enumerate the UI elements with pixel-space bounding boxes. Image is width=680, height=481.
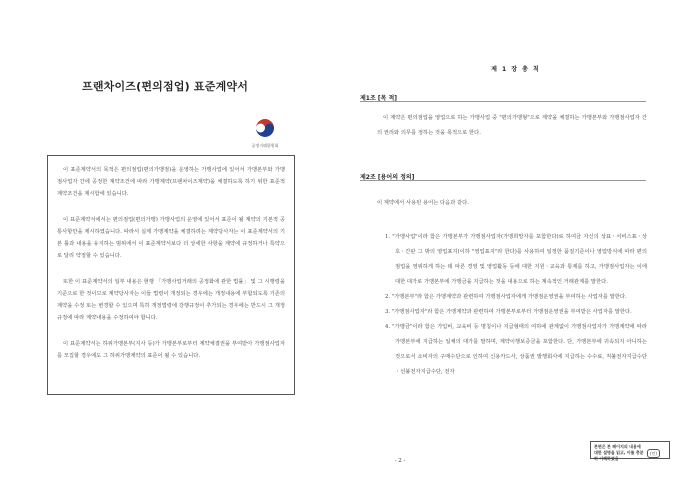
ftc-label: 공정거래위원회 — [251, 143, 279, 148]
article-1-title: 제1조 [목 적] — [360, 95, 398, 102]
contract-title: 프랜차이즈(편의점업) 표준계약서 — [82, 80, 249, 93]
ftc-emblem-icon — [253, 116, 277, 140]
acknowledgement-box — [590, 441, 670, 459]
definition-text: "가맹금"이라 함은 가입비, 교육비 등 명칭이나 지급형태의 여하에 관계없이 가맹점사업자가 가맹계약에 따라 가맹본부에 지급하는 일체의 대가를 말하며, 계약이행보증금을 포함한다. 단, 가맹본부에 귀속되지 아니하는 것으로서 소비자의 구매수단으로 인하여 신용카드사, 상품권 발행회사에 지급하는 수수료, 직불전자지급수단ㆍ선불전자지급수단, 전자 — [392, 324, 647, 375]
intro-notice-box — [47, 155, 295, 395]
definition-number: 3. — [385, 309, 391, 315]
article-1-body: 이 계약은 편의점업을 영업으로 하는 가맹사업 중 "편의가맹형"으로 계약을 체결하는 가맹본부와 가맹점사업자 간의 권리와 의무를 정하는 것을 목적으로 한다. — [377, 115, 647, 136]
intro-paragraph: 또한 이 표준계약서의 일부 내용은 현행 「가맹사업거래의 공정화에 관한 법률」 및 그 시행령을 기준으로 한 것이므로 계약당사자는 이들 법령이 개정되는 경우에는 개정내용에 부합되도록 기존의 계약을 수정 또는 변경할 수 있으며 특히 개정법령에 강행규정이 추가되는 경우에는 반드시 그 개정규정에 따라 계약내용을 수정하여야 합니다. — [57, 279, 285, 321]
page-number: - 2 - — [394, 458, 406, 464]
definition-text: "가맹사업"이라 함은 가맹본부가 가맹점사업자(가맹희망자를 포함한다)로 하여금 자신의 상표ㆍ서비스표ㆍ상호ㆍ간판 그 밖의 영업표지(이하 "영업표지"라 한다)를 사용하여 일정한 품질기준이나 영업방식에 따라 편의점업을 영위하게 하는 데 따른 경영 및 영업활동 등에 대한 지원ㆍ교육과 통제를 하고, 가맹점사업자는 이에 대한 대가로 가맹본부에 가맹금을 지급하는 것을 내용으로 하는 계속적인 거래관계를 말한다. — [392, 234, 647, 285]
definition-item — [385, 320, 647, 380]
article-2-intro: 이 계약에서 사용된 용어는 다음과 같다. — [377, 200, 469, 206]
intro-paragraph: 이 표준계약서는 하위가맹본부(지사 등)가 가맹본부로부터 계약체결권을 부여받아 가맹점사업자를 모집할 경우에도 그 하위가맹계약의 표준이 될 수 있습니다. — [57, 341, 285, 359]
definition-number: 1. — [385, 234, 391, 240]
intro-paragraph: 이 표준계약서에서는 편의점업(편의가맹) 가맹사업의 운영에 있어서 표준이 될 계약의 기본적 공통사항만을 제시하였습니다. 따라서 실제 가맹계약을 체결하려는 계약당사자는 이 표준계약서의 기본 틀과 내용을 유지하는 범위에서 이 표준계약서보다 더 상세한 사항을 계약에 규정하거나 특약으로 달리 약정할 수 있습니다. — [57, 217, 285, 259]
seal-field[interactable]: (인) — [647, 449, 660, 458]
definition-item — [385, 230, 647, 290]
definition-item — [385, 290, 647, 305]
intro-paragraph: 이 표준계약서의 목적은 편의점업(편의가맹점)을 운영하는 가맹사업에 있어서 가맹본부와 가맹점사업자 간에 공정한 계약조건에 따라 가맹계약(프랜차이즈계약)을 체결하도록 하기 위한 표준적 계약조건을 제시함에 있습니다. — [57, 167, 285, 197]
chapter-title: 제 1 장 총 칙 — [491, 66, 539, 73]
article-1-rule — [360, 101, 646, 102]
definition-item — [385, 305, 647, 320]
definition-number: 4. — [385, 324, 391, 330]
definition-list — [385, 230, 647, 380]
acknowledgement-text: 본면은 본 페이지의 내용에 대한 설명을 읽고, 이를 충분히 이해하였음 — [594, 444, 644, 461]
definition-text: "가맹점사업자"라 함은 가맹계약과 관련하여 가맹본부로부터 가맹점운영권을 부여받은 사업자를 말한다. — [391, 309, 632, 315]
article-2-title: 제2조 [용어의 정의] — [360, 174, 415, 181]
definition-text: "가맹본부"라 함은 가맹계약과 관련하여 가맹점사업자에게 가맹점운영권을 부여하는 사업자를 말한다. — [391, 294, 627, 300]
definition-number: 2. — [385, 294, 391, 300]
article-2-rule — [360, 180, 646, 181]
